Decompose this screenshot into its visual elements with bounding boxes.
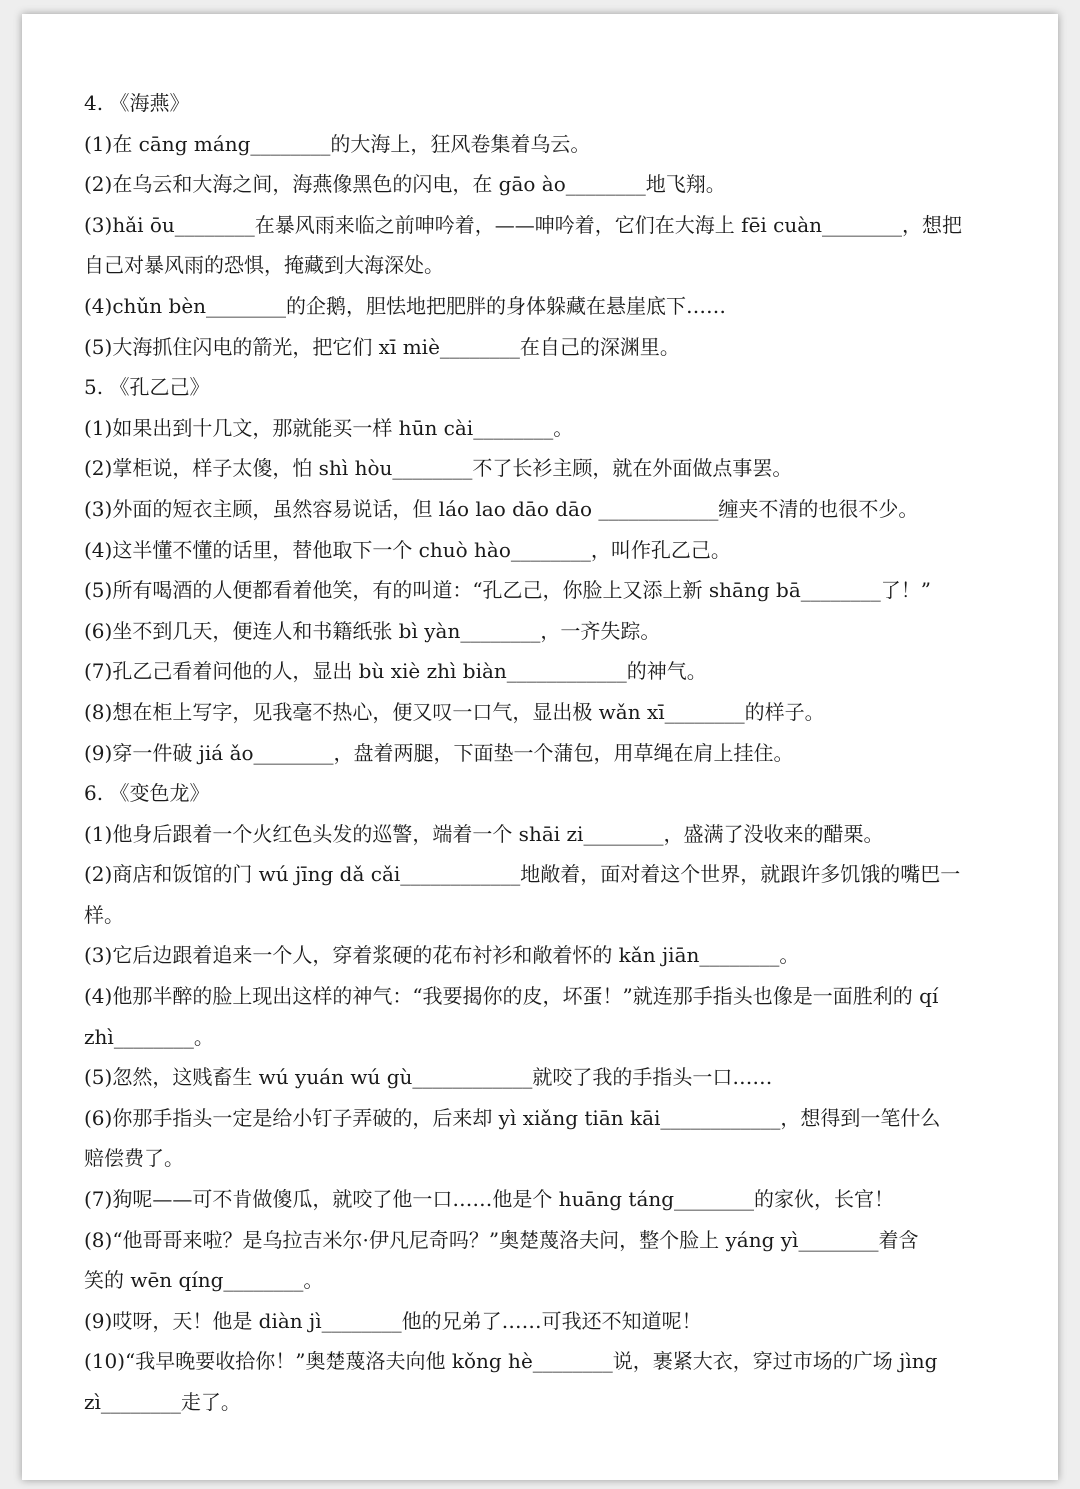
worksheet-page xyxy=(22,14,1058,1480)
exercise-line: (5)大海抓住闪电的箭光，把它们 xī miè________在自己的深渊里。 xyxy=(84,334,680,359)
exercise-line: 样。 xyxy=(84,902,124,927)
exercise-line: (4)这半懂不懂的话里，替他取下一个 chuò hào________，叫作孔乙己。 xyxy=(84,537,731,562)
exercise-line: (2)商店和饭馆的门 wú jīng dǎ cǎi____________地敞着，面对着这个世界，就跟许多饥饿的嘴巴一 xyxy=(84,862,961,887)
exercise-line: (6)你那手指头一定是给小钉子弄破的，后来却 yì xiǎng tiān kāi____________，想得到一笔什么 xyxy=(84,1105,941,1130)
exercise-line: (5)所有喝酒的人便都看着他笑，有的叫道：“孔乙己，你脸上又添上新 shāng bā________了！” xyxy=(84,578,931,603)
exercise-line: (8)想在柜上写字，见我毫不热心，便又叹一口气，显出极 wǎn xī________的样子。 xyxy=(84,699,825,724)
exercise-line: (1)在 cāng máng________的大海上，狂风卷集着乌云。 xyxy=(84,131,591,156)
section-heading: 6. 《变色龙》 xyxy=(84,781,210,806)
exercise-line: zì________走了。 xyxy=(84,1390,241,1414)
section-heading: 5. 《孔乙己》 xyxy=(84,375,210,400)
exercise-list xyxy=(84,83,998,1423)
exercise-line: (9)哎呀，天！他是 diàn jì________他的兄弟了……可我还不知道呢！ xyxy=(84,1308,702,1333)
section-heading: 4. 《海燕》 xyxy=(84,91,190,115)
exercise-line: 自己对暴风雨的恐惧，掩藏到大海深处。 xyxy=(84,253,444,278)
exercise-line: (1)他身后跟着一个火红色头发的巡警，端着一个 shāi zi________，盛满了没收来的醋栗。 xyxy=(84,821,884,846)
exercise-line: (2)在乌云和大海之间，海燕像黑色的闪电，在 gāo ào________地飞翔。 xyxy=(84,172,726,197)
exercise-line: (3)hǎi ōu________在暴风雨来临之前呻吟着，——呻吟着，它们在大海上 fēi cuàn________，想把 xyxy=(84,212,963,237)
exercise-line: (7)孔乙己看着问他的人，显出 bù xiè zhì biàn____________的神气。 xyxy=(84,659,707,684)
exercise-line: (3)外面的短衣主顾，虽然容易说话，但 láo lao dāo dāo ____________缠夹不清的也很不少。 xyxy=(84,496,919,521)
exercise-line: (10)“我早晚要收拾你！”奥楚蔑洛夫向他 kǒng hè________说，裹紧大衣，穿过市场的广场 jìng xyxy=(84,1349,938,1374)
exercise-line: (2)掌柜说，样子太傻，怕 shì hòu________不了长衫主顾，就在外面做点事罢。 xyxy=(84,456,793,481)
exercise-line: (9)穿一件破 jiá ǎo________，盘着两腿，下面垫一个蒲包，用草绳在肩上挂住。 xyxy=(84,740,794,765)
exercise-line: (4)chǔn bèn________的企鹅，胆怯地把肥胖的身体躲藏在悬崖底下…… xyxy=(84,293,727,318)
exercise-line: (1)如果出到十几文，那就能买一样 hūn cài________。 xyxy=(84,415,574,440)
exercise-line: 赔偿费了。 xyxy=(84,1146,184,1171)
exercise-line: zhì________。 xyxy=(84,1024,214,1049)
exercise-line: (6)坐不到几天，便连人和书籍纸张 bì yàn________，一齐失踪。 xyxy=(84,618,661,643)
exercise-line: (3)它后边跟着追来一个人，穿着浆硬的花布衬衫和敞着怀的 kǎn jiān________。 xyxy=(84,943,800,968)
exercise-line: (8)“他哥哥来啦？是乌拉吉米尔·伊凡尼奇吗？”奥楚蔑洛夫问，整个脸上 yáng yì________着含 xyxy=(84,1227,919,1252)
exercise-line: (5)忽然，这贱畜生 wú yuán wú gù____________就咬了我的手指头一口…… xyxy=(84,1065,773,1090)
exercise-line: (7)狗呢——可不肯做傻瓜，就咬了他一口……他是个 huāng táng________的家伙，长官！ xyxy=(84,1187,895,1212)
exercise-line: 笑的 wēn qíng________。 xyxy=(84,1268,324,1293)
exercise-line: (4)他那半醉的脸上现出这样的神气：“我要揭你的皮，坏蛋！”就连那手指头也像是一面胜利的 qí xyxy=(84,984,939,1009)
